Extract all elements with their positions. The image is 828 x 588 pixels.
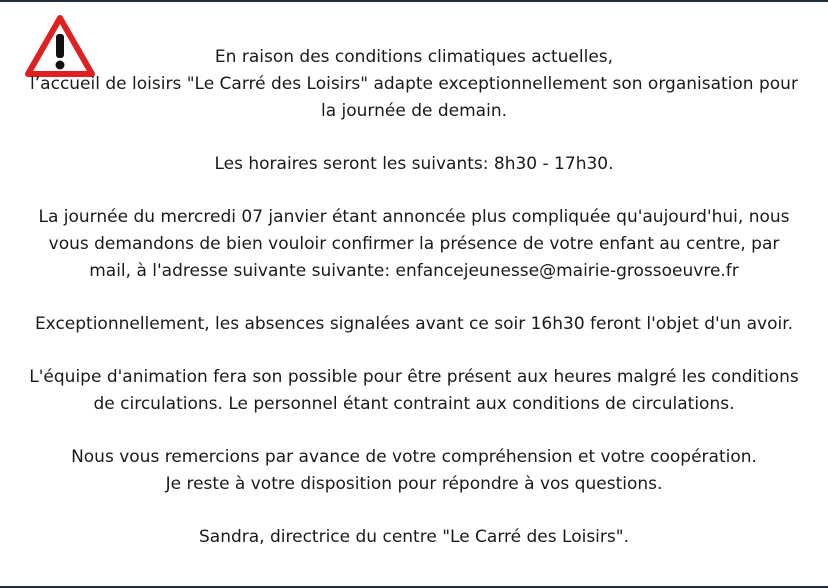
paragraph-intro [0, 44, 828, 125]
wednesday-line-3: mail, à l'adresse suivante suivante: enfancejeunesse@mairie-grossoeuvre.fr [89, 261, 739, 281]
thanks-line-1: Nous vous remercions par avance de votre compréhension et votre coopération. [71, 447, 757, 467]
team-line-2: de circulations. Le personnel étant contraint aux conditions de circulations. [93, 394, 735, 414]
top-border [0, 0, 828, 2]
absences-line: Exceptionnellement, les absences signalées avant ce soir 16h30 feront l'objet d'un avoir. [34, 314, 794, 334]
paragraph-signature [0, 524, 828, 551]
paragraph-thanks [0, 444, 828, 498]
notice-text [0, 44, 828, 551]
intro-line-3: la journée de demain. [320, 101, 507, 121]
wednesday-line-2: vous demandons de bien vouloir confirmer la présence de votre enfant au centre, par [48, 234, 780, 254]
wednesday-line-1: La journée du mercredi 07 janvier étant annoncée plus compliquée qu'aujourd'hui, nous [38, 207, 790, 227]
thanks-line-2: Je reste à votre disposition pour répondre à vos questions. [165, 474, 663, 494]
intro-line-2: l’accueil de loisirs "Le Carré des Loisirs" adapte exceptionnellement son organisation pour [30, 74, 798, 94]
intro-line-1: En raison des conditions climatiques actuelles, [214, 47, 614, 67]
paragraph-team [0, 364, 828, 418]
hours-line: Les horaires seront les suivants: 8h30 - 17h30. [214, 154, 614, 174]
paragraph-wednesday [0, 204, 828, 285]
team-line-1: L'équipe d'animation fera son possible pour être présent aux heures malgré les conditions [29, 367, 799, 387]
paragraph-hours [0, 151, 828, 178]
paragraph-absences [0, 311, 828, 338]
signature-line: Sandra, directrice du centre "Le Carré des Loisirs". [199, 527, 629, 547]
